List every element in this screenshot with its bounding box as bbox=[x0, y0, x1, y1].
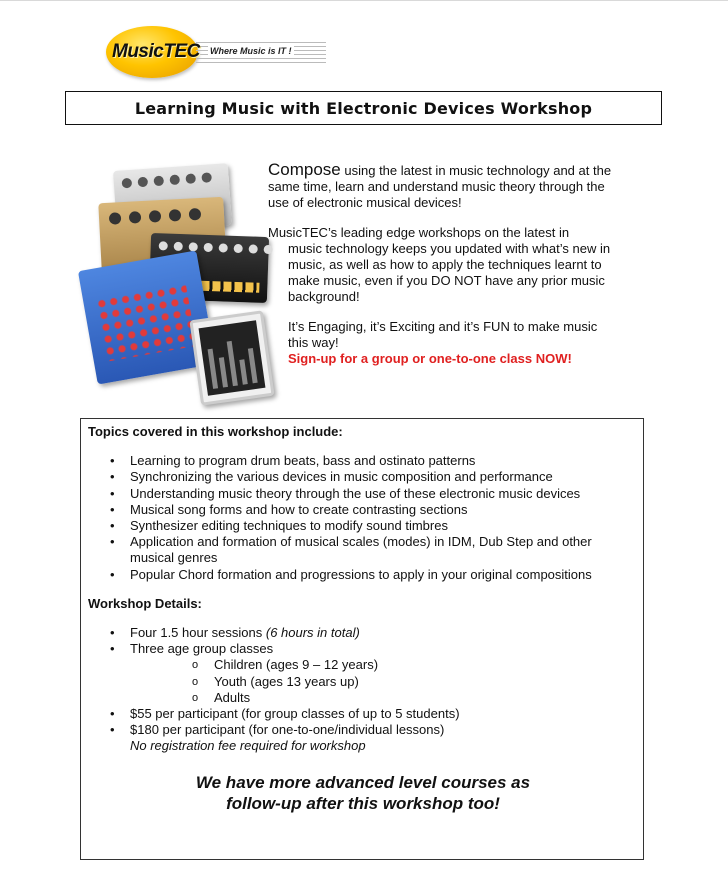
list-item: • Musical song forms and how to create contrasting sections bbox=[88, 502, 638, 518]
list-item: • Popular Chord formation and progressions to apply in your original compositions bbox=[88, 567, 638, 583]
age-groups-list bbox=[130, 657, 638, 706]
tablet-device bbox=[189, 310, 274, 405]
topics-list bbox=[88, 453, 638, 583]
musictec-logo bbox=[100, 20, 330, 82]
details-heading: Workshop Details: bbox=[88, 595, 202, 611]
topics-heading: Topics covered in this workshop include: bbox=[88, 424, 343, 439]
age-groups-item bbox=[88, 641, 638, 706]
top-border-line bbox=[0, 0, 728, 1]
list-item: • Synthesizer editing techniques to modify sound timbres bbox=[88, 518, 638, 534]
age-groups-text: Three age group classes bbox=[130, 641, 274, 657]
intro-text bbox=[268, 162, 613, 367]
intro-p2-first: MusicTEC’s leading edge workshops on the latest in bbox=[268, 225, 570, 240]
sessions-item bbox=[88, 625, 638, 641]
age-group-item: o Youth (ages 13 years up) bbox=[130, 674, 638, 690]
sessions-text: Four 1.5 hour sessions bbox=[130, 625, 263, 641]
signup-callout: Sign-up for a group or one-to-one class NOW! bbox=[288, 351, 572, 366]
compose-word: Compose bbox=[268, 160, 341, 179]
intro-lead-rest: using the latest in music technology and at the same time, learn and understand music theory through the use of electronic musical devices! bbox=[268, 163, 612, 210]
closing-message bbox=[88, 772, 638, 814]
list-item: • Understanding music theory through the use of these electronic music devices bbox=[88, 486, 638, 502]
intro-paragraph-1 bbox=[268, 162, 613, 211]
details-list bbox=[88, 625, 638, 738]
logo-brand: MusicTEC bbox=[112, 41, 200, 62]
closing-line-2: follow-up after this workshop too! bbox=[226, 793, 500, 813]
closing-line-1: We have more advanced level courses as bbox=[195, 772, 531, 792]
sessions-note: (6 hours in total) bbox=[265, 625, 360, 641]
age-group-item: o Children (ages 9 – 12 years) bbox=[130, 657, 638, 673]
workshop-info-content bbox=[88, 424, 638, 814]
list-item: • Application and formation of musical scales (modes) in IDM, Dub Step and other musical genres bbox=[88, 534, 638, 566]
page-title: Learning Music with Electronic Devices Workshop bbox=[134, 98, 593, 118]
registration-note: No registration fee required for workshop bbox=[130, 738, 366, 754]
intro-paragraph-2 bbox=[268, 225, 613, 305]
intro-paragraph-3: It’s Engaging, it’s Exciting and it’s FUN to make music this way! bbox=[288, 319, 598, 350]
list-item: • Learning to program drum beats, bass and ostinato patterns bbox=[88, 453, 638, 469]
logo-tagline: Where Music is IT ! bbox=[210, 46, 292, 56]
electronic-devices-image bbox=[95, 165, 270, 400]
age-group-item: o Adults bbox=[130, 690, 638, 706]
intro-p2-rest: music technology keeps you updated with what’s new in music, as well as how to apply the techniques learnt to make music, even if you DO NOT have any prior music background! bbox=[288, 241, 611, 304]
list-item: • Synchronizing the various devices in music composition and performance bbox=[88, 469, 638, 485]
title-box bbox=[65, 91, 662, 125]
price-group-item: • $55 per participant (for group classes of up to 5 students) bbox=[88, 706, 638, 722]
price-individual-item: • $180 per participant (for one-to-one/individual lessons) bbox=[88, 722, 638, 738]
